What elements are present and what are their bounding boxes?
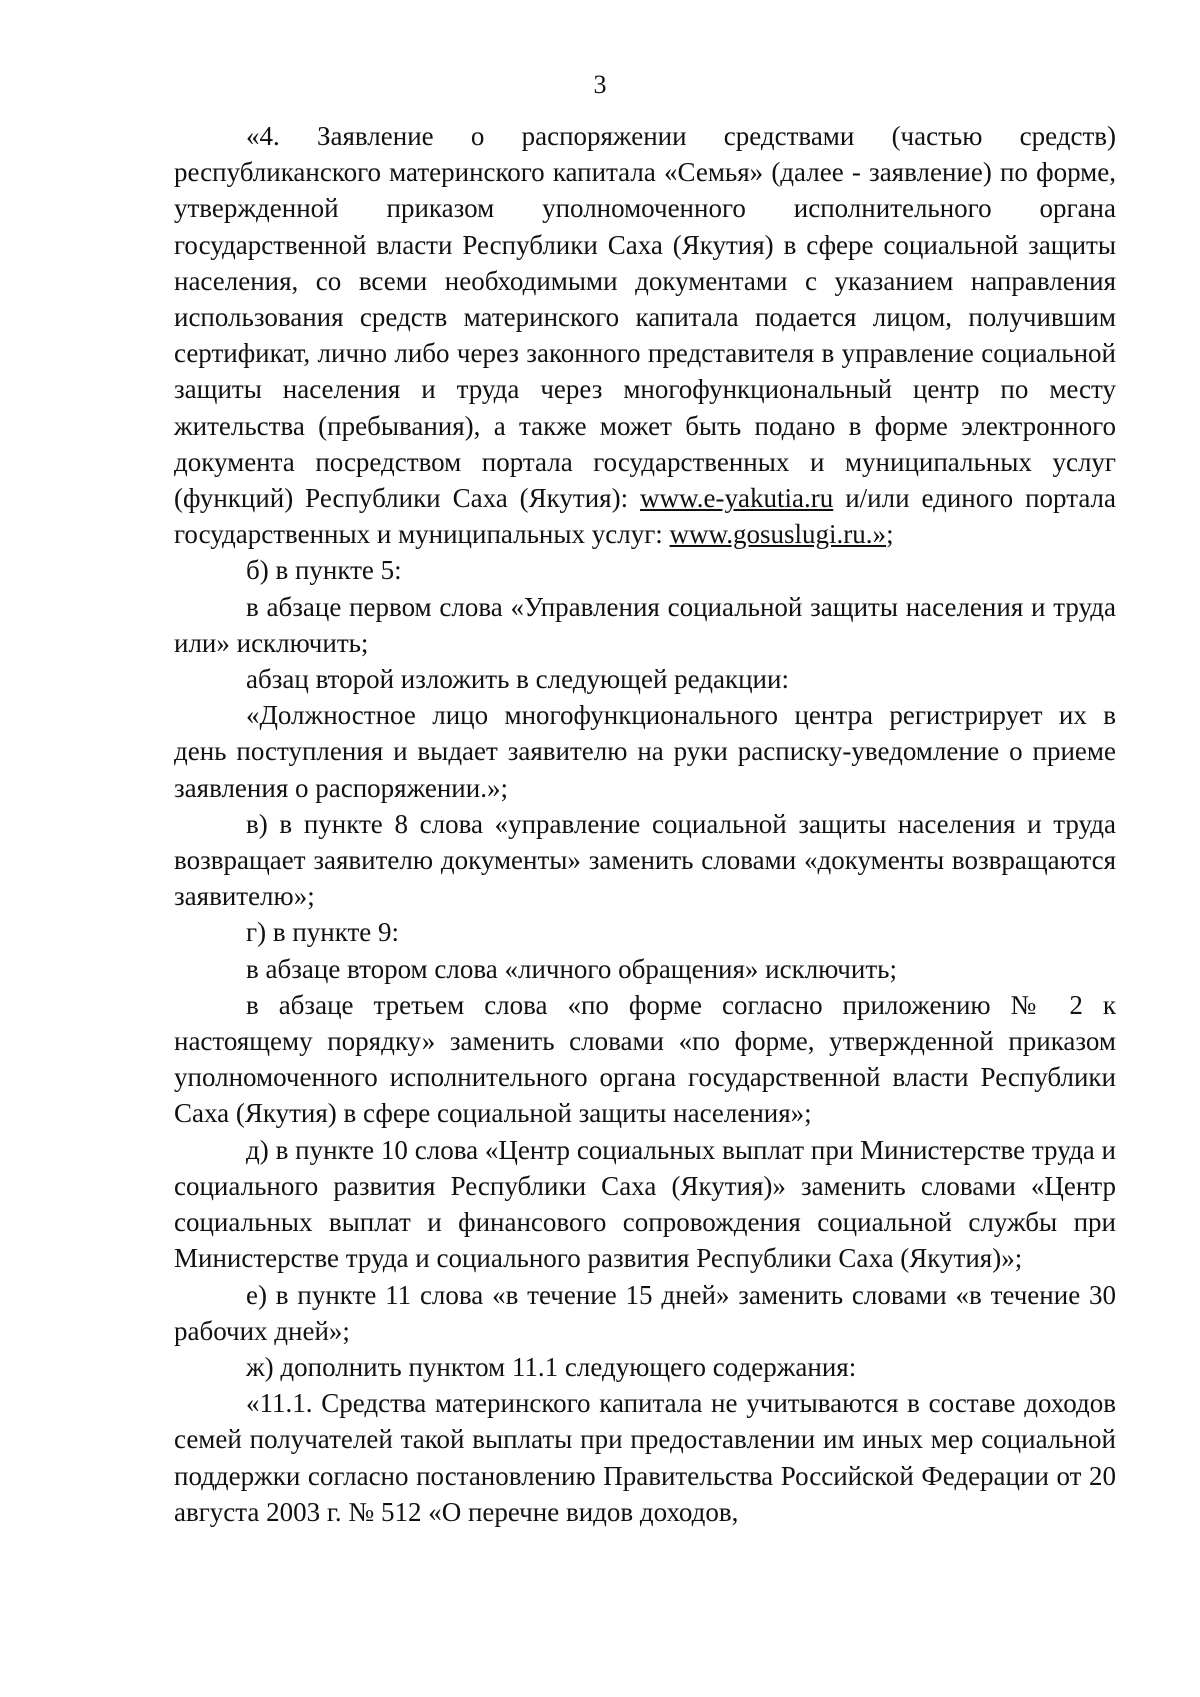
page-number: 3 bbox=[593, 70, 607, 99]
paragraph-text: е) в пункте 11 слова «в течение 15 дней» заменить словами «в течение 30 рабочих дней»; bbox=[174, 1279, 1116, 1346]
paragraph-text: д) в пункте 10 слова «Центр социальных выплат при Министерстве труда и социального развития Республики Саха (Якутия)» заменить словами «Центр социальных выплат и финансового сопровождения социальной службы при Министерстве труда и социального развития Республики Саха (Якутия)»; bbox=[174, 1134, 1116, 1274]
paragraph-text: «11.1. Средства материнского капитала не учитываются в составе доходов семей получателей такой выплаты при предоставлении им иных мер социальной поддержки согласно постановлению Правительства Российской Федерации от 20 августа 2003 г. № 512 «О перечне видов доходов, bbox=[174, 1388, 1116, 1527]
paragraph-text: «4. Заявление о распоряжении средствами (частью средств) республиканского материнского капитала «Семья» (далее - заявление) по форме, утвержденной приказом уполномоченного исполнительного органа государственной власти Республики Саха (Якутия) в сфере социальной защиты населения, со всеми необходимыми документами с указанием направления использования средств материнского капитала подается лицом, получившим сертификат, лично либо через законного представителя в управление социальной защиты населения и труда через многофункциональный центр по месту жительства (пребывания), а также может быть подано в форме электронного документа посредством портала государственных и муниципальных услуг (функций) Республики Саха (Якутия): bbox=[174, 121, 1116, 514]
paragraph bbox=[174, 1132, 1116, 1277]
paragraph-text: в абзаце первом слова «Управления социальной защиты населения и труда или» исключить; bbox=[174, 591, 1116, 658]
paragraph bbox=[174, 914, 1116, 950]
paragraph-text: «Должностное лицо многофункционального центра регистрирует их в день поступления и выдает заявителю на руки расписку-уведомление о приеме заявления о распоряжении.»; bbox=[174, 700, 1116, 803]
paragraph-text: и/или единого портала государственных и муниципальных услуг: bbox=[174, 483, 1117, 550]
paragraph bbox=[174, 552, 1116, 588]
paragraph bbox=[174, 1349, 1116, 1385]
paragraph-text: в абзаце втором слова «личного обращения» исключить; bbox=[246, 953, 897, 984]
paragraph bbox=[174, 987, 1116, 1132]
paragraph bbox=[174, 697, 1116, 806]
paragraph-text: в) в пункте 8 слова «управление социальной защиты населения и труда возвращает заявителю документы» заменить словами «документы возвращаются заявителю»; bbox=[174, 808, 1116, 912]
paragraph bbox=[174, 806, 1116, 915]
paragraph bbox=[174, 118, 1116, 552]
e-yakutia-link[interactable]: www.e-yakutia.ru bbox=[640, 483, 834, 514]
paragraph-text: абзац второй изложить в следующей редакции: bbox=[246, 664, 789, 695]
paragraph bbox=[174, 1277, 1116, 1349]
paragraph-text: ; bbox=[886, 519, 894, 550]
paragraph-text: б) в пункте 5: bbox=[246, 555, 402, 586]
paragraph bbox=[174, 1385, 1116, 1530]
document-body bbox=[174, 118, 1116, 1530]
paragraph-text: ж) дополнить пунктом 11.1 следующего содержания: bbox=[246, 1351, 857, 1382]
paragraph bbox=[174, 589, 1116, 661]
paragraph-text: в абзаце третьем слова «по форме согласно приложению № 2 к настоящему порядку» заменить словами «по форме, утвержденной приказом уполномоченного исполнительного органа государственной власти Республики Саха (Якутия) в сфере социальной защиты населения»; bbox=[174, 989, 1116, 1129]
gosuslugi-link[interactable]: www.gosuslugi.ru.» bbox=[669, 519, 887, 550]
paragraph bbox=[174, 661, 1116, 697]
paragraph-text: г) в пункте 9: bbox=[246, 917, 400, 948]
paragraph bbox=[174, 951, 1116, 987]
